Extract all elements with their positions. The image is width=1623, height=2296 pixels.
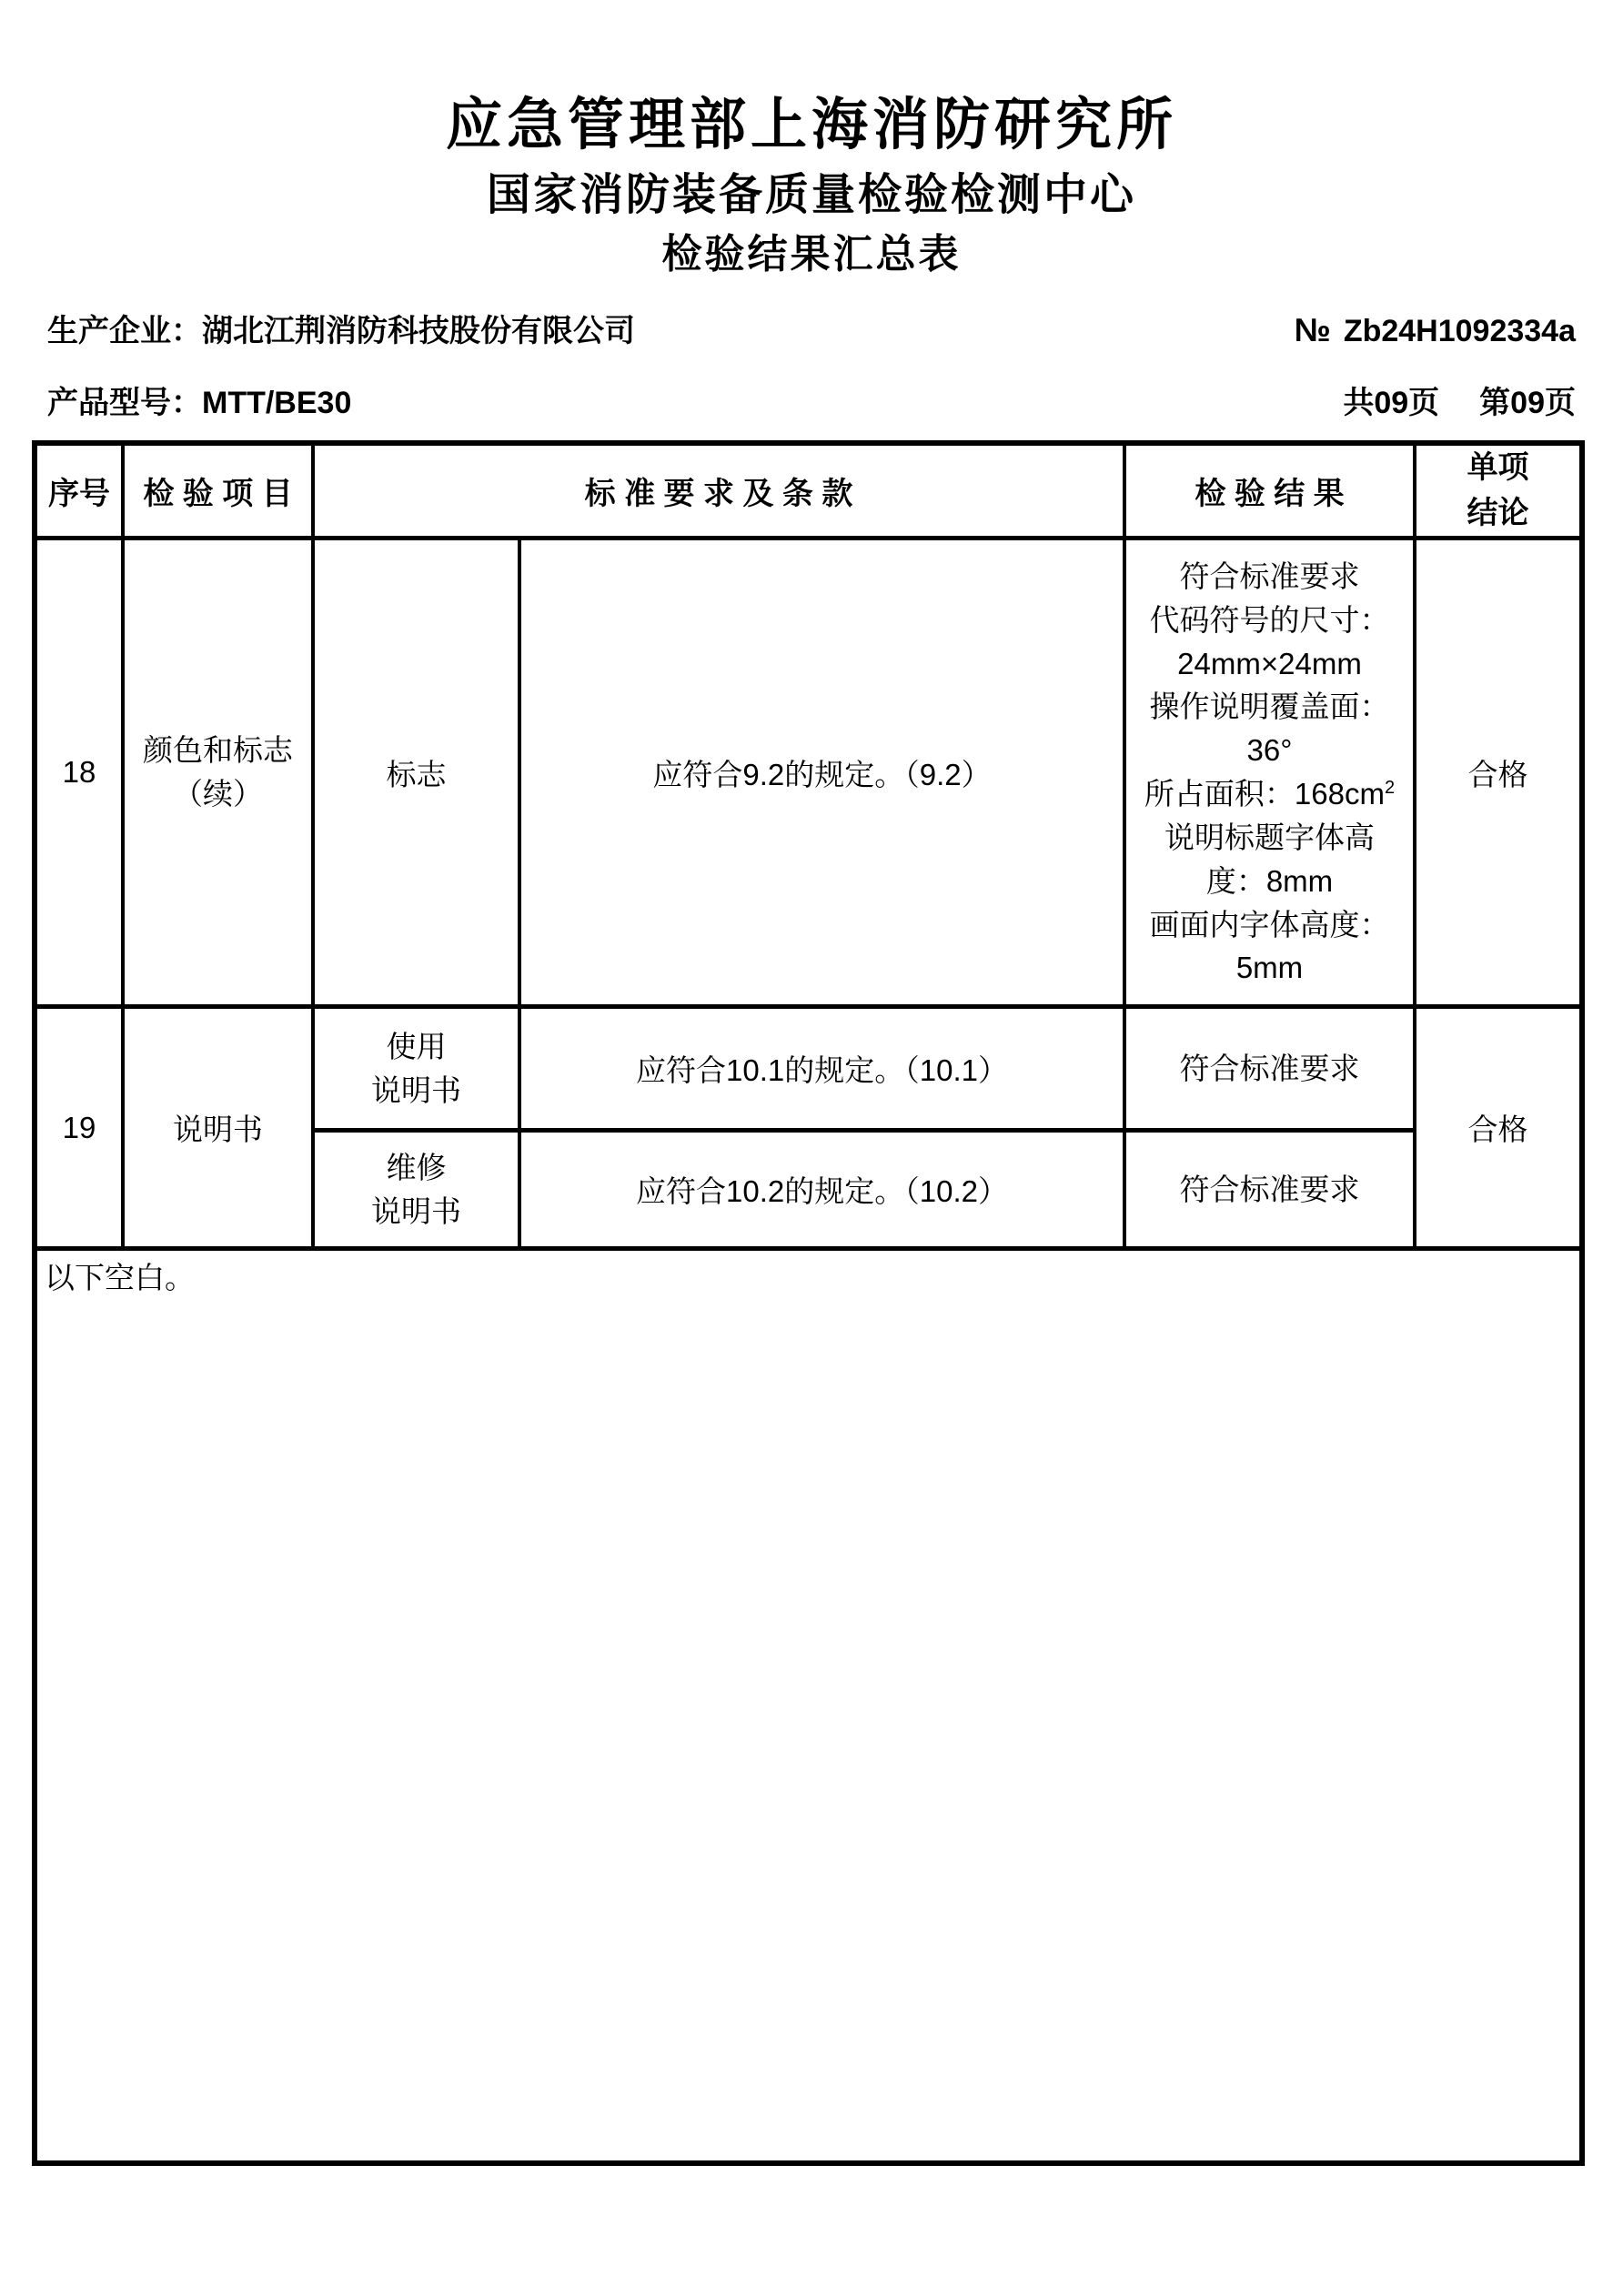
row19b-subitem-line2: 说明书 [371, 1193, 461, 1228]
table-header-row [35, 443, 1582, 538]
row19a-subitem [313, 1007, 519, 1131]
total-pages: 共09页 [1343, 386, 1440, 421]
header-verdict-line1: 单项 [1467, 450, 1529, 486]
row18-verdict: 合格 [1415, 539, 1582, 1007]
numero-symbol: № [1294, 311, 1331, 349]
model-value: MTT/BE30 [202, 386, 352, 421]
table-blank-row [35, 1249, 1582, 2163]
document-title: 检验结果汇总表 [661, 232, 962, 277]
row19b-subitem [313, 1131, 519, 1249]
info-row-model [0, 378, 1623, 422]
row18-result-line: 符合标准要求 [1179, 559, 1360, 593]
manufacturer-value: 湖北江荆消防科技股份有限公司 [202, 314, 635, 349]
row18-item-line2: （续） [173, 777, 263, 811]
info-row-manufacturer [0, 306, 1623, 350]
header-cell-requirement: 标 准 要 求 及 条 款 [313, 443, 1124, 538]
model-label: 产品型号： [47, 386, 202, 421]
row18-result-line: 5mm [1235, 951, 1304, 985]
header-cell-verdict [1415, 443, 1582, 538]
pagination-field [1343, 378, 1576, 422]
results-table [32, 440, 1585, 2165]
row18-result-line: 度：8mm [1205, 863, 1334, 898]
row18-result-line: 代码符号的尺寸： [1149, 602, 1390, 637]
row18-result-line: 说明标题字体高 [1164, 820, 1375, 854]
row18-area-text: 所占面积：168cm [1144, 777, 1385, 811]
row19a-requirement: 应符合10.1的规定。（10.1） [519, 1007, 1124, 1131]
document-header [0, 0, 1623, 277]
blank-area: 以下空白。 [35, 1249, 1582, 2163]
row18-area-superscript: 2 [1384, 778, 1396, 799]
report-number-value: Zb24H1092334a [1343, 314, 1576, 349]
row18-result-line: 24mm×24mm [1177, 646, 1362, 680]
report-number-field [1295, 311, 1576, 349]
center-title: 国家消防装备质量检验检测中心 [486, 171, 1136, 220]
row18-seq: 18 [35, 539, 123, 1007]
table-row-19a [35, 1007, 1582, 1131]
row18-result [1124, 539, 1415, 1007]
row18-result-line: 36° [1246, 733, 1293, 768]
row18-item-line1: 颜色和标志 [143, 733, 293, 768]
row18-result-line: 画面内字体高度： [1149, 907, 1390, 942]
model-field [47, 378, 351, 422]
manufacturer-label: 生产企业： [47, 314, 202, 349]
table-row-18 [35, 539, 1582, 1007]
row18-requirement: 应符合9.2的规定。（9.2） [519, 539, 1124, 1007]
header-cell-seq: 序号 [35, 443, 123, 538]
row18-item [123, 539, 313, 1007]
row18-result-line: 操作说明覆盖面： [1149, 690, 1390, 724]
row19b-subitem-line1: 维修 [386, 1150, 447, 1184]
row19a-subitem-line1: 使用 [386, 1029, 447, 1063]
row18-result-area-line [1126, 772, 1413, 816]
row19-seq: 19 [35, 1007, 123, 1249]
row19-item: 说明书 [123, 1007, 313, 1249]
row19a-result: 符合标准要求 [1124, 1007, 1415, 1131]
row19-verdict: 合格 [1415, 1007, 1582, 1249]
header-verdict-line2: 结论 [1467, 495, 1529, 530]
row19b-requirement: 应符合10.2的规定。（10.2） [519, 1131, 1124, 1249]
institute-title: 应急管理部上海消防研究所 [445, 94, 1177, 156]
manufacturer-field [47, 306, 635, 350]
row19b-result: 符合标准要求 [1124, 1131, 1415, 1249]
row18-subitem: 标志 [313, 539, 519, 1007]
current-page: 第09页 [1479, 386, 1576, 421]
row19a-subitem-line2: 说明书 [371, 1072, 461, 1107]
header-cell-item: 检 验 项 目 [123, 443, 313, 538]
header-cell-result: 检 验 结 果 [1124, 443, 1415, 538]
